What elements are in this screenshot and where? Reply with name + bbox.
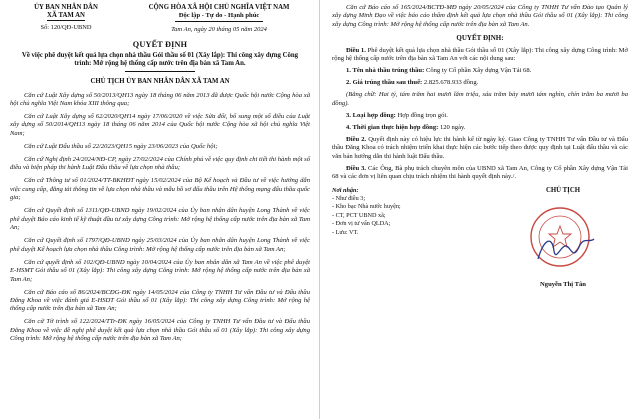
article-1-item-2: [332, 79, 628, 87]
national-motto: Độc lập - Tự do - Hạnh phúc: [178, 11, 260, 19]
article-3-text: Các Ông, Bà phụ trách chuyên môn của UBND xã Tam An, Công ty Cổ phần Xây dựng Vận Tải 68 và các đơn vị liên quan chịu trách nhiệm thi hành quyết định này./.: [332, 164, 629, 181]
recipient-item: - Lưu: VT.: [332, 228, 359, 236]
article-2-lead: Điều 2.: [346, 135, 367, 143]
contract-type-label: 3. Loại hợp đồng:: [346, 111, 396, 119]
signatory-block: [498, 187, 628, 307]
decision-title: QUYẾT ĐỊNH: [132, 40, 188, 50]
handwritten-signature-icon: [534, 229, 598, 269]
preamble-paragraph: Căn cứ Tờ trình số 122/2024/TTr-ĐK ngày 16/05/2024 của Công ty TNHH Tư vấn Đầu tư và Đấu thầu Đăng Khoa về việc đề nghị phê duyệt kết quả lựa chọn nhà thầu Gói thầu số 01 (Xây lắp): Thi công xây dựng Công trình: Mở rộng hệ thống cấp nước trên địa bàn xã Tam An;: [10, 318, 310, 343]
motto-underline: [175, 21, 263, 22]
preamble-paragraph: Căn cứ Báo cáo số 86/2024/BCĐG-ĐK ngày 14/05/2024 của Công ty TNHH Tư vấn Đầu tư và Đấu thầu Đăng Khoa về việc đánh giá E-HSDT Gói thầu số 01 (Xây lắp): Thi công xây dựng Công trình: Mở rộng hệ thống cấp nước trên địa bàn xã Tam An;: [10, 288, 310, 313]
decision-subject: Về việc phê duyệt kết quả lựa chọn nhà thầu Gói thầu số 01 (Xây lắp): Thi công xây dựng Công trình: Mở rộng hệ thống cấp nước trên địa bàn xã Tam An.: [21, 51, 299, 68]
preamble-paragraph: Căn cứ Quyết định số 1797/QĐ-UBND ngày 25/03/2024 của Ủy ban nhân dân huyện Long Thành về việc phê duyệt Kế hoạch lựa chọn nhà thầu Công trình: Mở rộng hệ thống cấp nước trên địa bàn xã Tam An;: [10, 237, 310, 253]
subject-underline: [125, 71, 195, 72]
document-number: Số: 120/QĐ-UBND: [40, 24, 92, 32]
document-date: Tam An, ngày 20 tháng 05 năm 2024: [171, 26, 267, 34]
signature-section: [332, 187, 628, 307]
preamble-paragraph: Căn cứ Luật Xây dựng số 62/2020/QH14 ngày 17/06/2020 về việc Sửa đổi, bổ sung một số điều của Luật xây dựng số 50/2014/QH13 ngày 18 tháng 06 năm 2014 của Quốc hội nước Cộng hòa xã hội chủ nghĩa Việt Nam;: [10, 112, 310, 137]
winner-label: 1. Tên nhà thầu trúng thầu:: [346, 67, 425, 75]
decides-heading: QUYẾT ĐỊNH:: [456, 33, 504, 42]
preamble-paragraph: Căn cứ Luật Xây dựng số 50/2013/QH13 ngày 18 tháng 06 năm 2013 đã được Quốc hội nước Cộng hòa xã hội chủ nghĩa Việt Nam khóa XIII thông qua;: [10, 91, 310, 107]
national-heading: [128, 4, 310, 34]
article-1-item-3: [332, 112, 628, 120]
article-2: [332, 136, 628, 161]
article-1-lead: Điều 1.: [346, 46, 366, 54]
article-1-text: Phê duyệt kết quả lựa chọn nhà thầu Gói thầu số 01 (Xây lắp): Thi công xây dựng Công trình: Mở rộng hệ thống cấp nước trên địa bàn xã Tam An với các nội dung sau:: [332, 46, 629, 63]
article-1-item-1: [332, 67, 628, 75]
signatory-name: Nguyễn Thị Tân: [540, 280, 586, 288]
price-in-words: (Bằng chữ: Hai tỷ, tám trăm hai mươi lăm triệu, sáu trăm bảy mươi tám nghìn, chín trăm ba mươi ba đồng).: [332, 91, 628, 107]
duration-label: 4. Thời gian thực hiện hợp đồng:: [346, 123, 439, 131]
org-underline: [47, 20, 85, 21]
issuing-authority: [10, 4, 122, 34]
preamble-paragraph: Căn cứ quyết định số 102/QĐ-UBND ngày 10/04/2024 của Ủy ban nhân dân xã Tam An về việc phê duyệt E-HSMT Gói thầu số 01 (Xây lắp): Thi công xây dựng Công trình: Mở rộng hệ thống cấp nước trên địa bàn xã Tam An;: [10, 258, 310, 283]
authority-heading: CHỦ TỊCH ỦY BAN NHÂN DÂN XÃ TAM AN: [90, 77, 230, 85]
signatory-title: CHỦ TỊCH: [545, 186, 581, 194]
recipients-title: Nơi nhận:: [332, 186, 359, 194]
preamble-paragraph: Căn cứ Nghị định 24/2024/NĐ-CP, ngày 27/02/2024 của Chính phủ về việc quy định chi tiết thi hành một số điều và biện pháp thi hành Luật Đấu thầu về lựa chọn nhà thầu;: [10, 155, 310, 172]
nation-name: CỘNG HÒA XÃ HỘI CHỦ NGHĨA VIỆT NAM: [148, 4, 290, 11]
article-3: [332, 165, 628, 182]
preamble-paragraph: Căn cứ Báo cáo số 165/2024/BCTĐ-MĐ ngày 20/05/2024 của Công ty TNHH Tư vấn Đào tạo Quản lý xây dựng Minh Đạo về việc báo cáo thẩm định kết quả lựa chọn nhà thầu Gói thầu số 01 (Xây lắp): Thi công xây dựng Công trình: Mở rộng hệ thống cấp nước trên địa bàn xã Tam An.: [332, 4, 628, 28]
recipient-item: - Như điều 3;: [332, 195, 366, 203]
duration-value: 120 ngày.: [438, 123, 466, 131]
contract-type-value: Hợp đồng trọn gói.: [395, 111, 448, 119]
org-line-1: ỦY BAN NHÂN DÂN: [34, 4, 98, 11]
price-value: 2.825.678.933 đồng.: [422, 79, 479, 87]
document-header: [10, 4, 310, 34]
recipient-item: - Kho bạc Nhà nước huyện;: [332, 203, 401, 211]
recipients-list: [332, 187, 472, 307]
preamble-paragraph: Căn cứ Thông tư số 01/2024/TT-BKHĐT ngày 15/02/2024 của Bộ Kế hoạch và Đầu tư về việc hướng dẫn việc cung cấp, đăng tải thông tin về lựa chọn nhà thầu và mẫu hồ sơ đấu thầu trên Hệ thống mạng đấu thầu quốc gia;: [10, 177, 310, 202]
preamble-paragraph: Căn cứ Luật Đấu thầu số 22/2023/QH15 ngày 23/06/2023 của Quốc hội;: [24, 142, 218, 150]
org-line-2: XÃ TAM AN: [47, 11, 85, 19]
article-1-item-4: [332, 124, 628, 132]
page-left: [0, 0, 319, 419]
article-2-text: Quyết định này có hiệu lực thi hành kể từ ngày ký. Giao Công ty TNHH Tư vấn Đầu tư và Đấu thầu Đăng Khoa có trách nhiệm triển khai thực hiện các bước tiếp theo được quy định tại Luật đấu thầu và các văn bản hướng dẫn thi hành luật Đấu thầu.: [332, 135, 629, 160]
recipient-item: - Đơn vị tư vấn QLDA;: [332, 220, 391, 228]
page-right: [320, 0, 640, 419]
winner-value: Công ty Cổ phần Xây dựng Vận Tải 68.: [424, 67, 532, 75]
article-1: [332, 47, 628, 64]
recipient-item: - CT, PCT UBND xã;: [332, 211, 386, 219]
article-3-lead: Điều 3.: [346, 164, 367, 172]
price-label: 2. Giá trúng thầu sau thuế:: [346, 79, 423, 87]
preamble-paragraph: Căn cứ Quyết định số 1311/QĐ-UBND ngày 19/02/2024 của Ủy ban nhân dân huyện Long Thành về việc phê duyệt Báo cáo kinh tế kỹ thuật đầu tư xây dựng Công trình: Mở rộng hệ thống cấp nước trên địa bàn xã Tam An;: [10, 207, 310, 232]
